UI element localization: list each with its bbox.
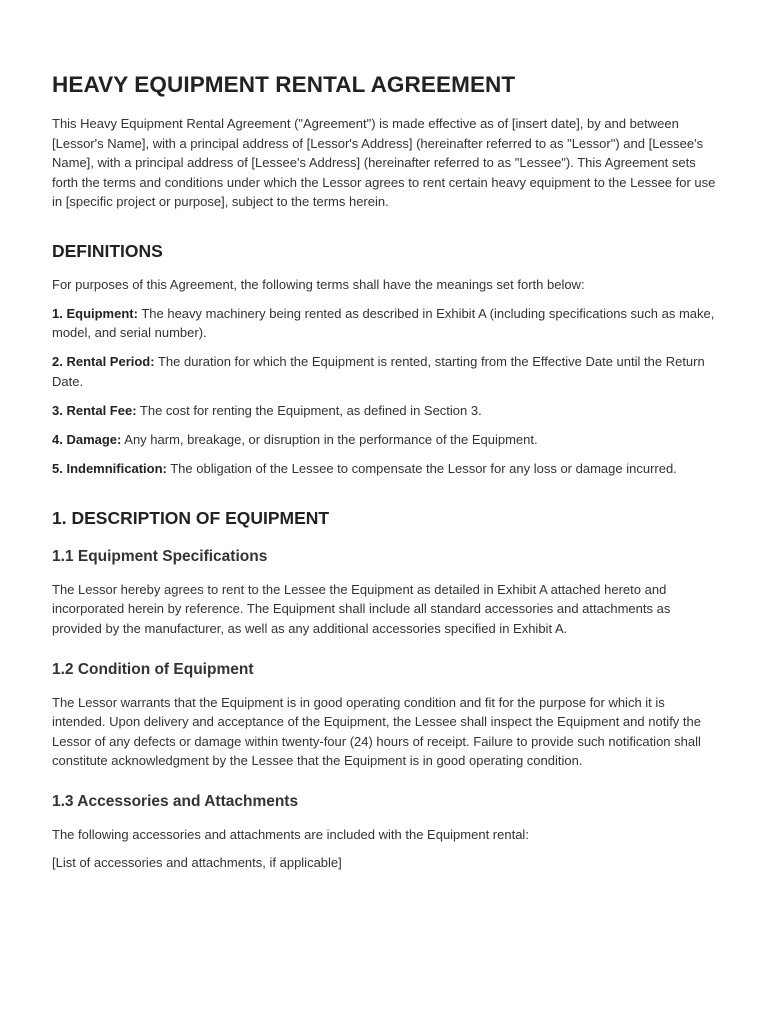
definition-item bbox=[52, 459, 718, 479]
subsection-1-2-heading: 1.2 Condition of Equipment bbox=[52, 660, 254, 678]
definition-text: The heavy machinery being rented as described in Exhibit A (including specifications such as make, model, and serial number). bbox=[52, 305, 715, 341]
definition-item bbox=[52, 304, 718, 343]
definition-term: 5. Indemnification: bbox=[52, 461, 167, 477]
intro-paragraph: This Heavy Equipment Rental Agreement ("Agreement") is made effective as of [insert date], by and between [Lessor's Name], with a principal address of [Lessor's Address] (hereinafter referred to as "Lessor") and [Lessee's Name], with a principal address of [Lessee's Address] (hereinafter referred to as "Lessee"). This Agreement sets forth the terms and conditions under which the Lessor agrees to rent certain heavy equipment to the Lessee for use in [specific project or purpose], subject to the terms herein. bbox=[52, 116, 716, 210]
section-1-heading: 1. DESCRIPTION OF EQUIPMENT bbox=[52, 507, 330, 528]
definition-term: 4. Damage: bbox=[52, 432, 122, 448]
definition-item bbox=[52, 430, 718, 450]
subsection-1-1-heading: 1.1 Equipment Specifications bbox=[52, 547, 268, 565]
definition-term: 1. Equipment: bbox=[52, 305, 138, 321]
definition-text: The obligation of the Lessee to compensate the Lessor for any loss or damage incurred. bbox=[166, 461, 677, 477]
subsection-1-2-text: The Lessor warrants that the Equipment is in good operating condition and fit for the purpose for which it is intended. Upon delivery and acceptance of the Equipment, the Lessee shall inspect the Equipment and notify the Lessor of any defects or damage within twenty-four (24) hours of receipt. Failure to provide such notification shall constitute acknowledgment by the Lessee that the Equipment is in good operating condition. bbox=[52, 694, 701, 769]
definition-text: The duration for which the Equipment is rented, starting from the Effective Date until the Return Date. bbox=[52, 354, 705, 389]
definitions-heading: DEFINITIONS bbox=[52, 240, 163, 261]
definitions-lead: For purposes of this Agreement, the following terms shall have the meanings set forth below: bbox=[52, 276, 585, 292]
definition-term: 2. Rental Period: bbox=[52, 354, 155, 370]
definition-text: The cost for renting the Equipment, as defined in Section 3. bbox=[136, 402, 482, 418]
definition-item bbox=[52, 401, 718, 421]
subsection-1-1-text: The Lessor hereby agrees to rent to the Lessee the Equipment as detailed in Exhibit A attached hereto and incorporated herein by reference. The Equipment shall include all standard accessories and attachments as provided by the manufacturer, as well as any additional accessories specified in Exhibit A. bbox=[52, 581, 671, 636]
subsection-1-3-lead: The following accessories and attachments are included with the Equipment rental: bbox=[52, 826, 529, 842]
accessories-placeholder: [List of accessories and attachments, if applicable] bbox=[52, 855, 342, 871]
definition-item bbox=[52, 352, 718, 391]
definition-text: Any harm, breakage, or disruption in the performance of the Equipment. bbox=[121, 432, 538, 448]
definition-term: 3. Rental Fee: bbox=[52, 402, 137, 418]
document-title: HEAVY EQUIPMENT RENTAL AGREEMENT bbox=[52, 72, 516, 97]
subsection-1-3-heading: 1.3 Accessories and Attachments bbox=[52, 792, 299, 810]
